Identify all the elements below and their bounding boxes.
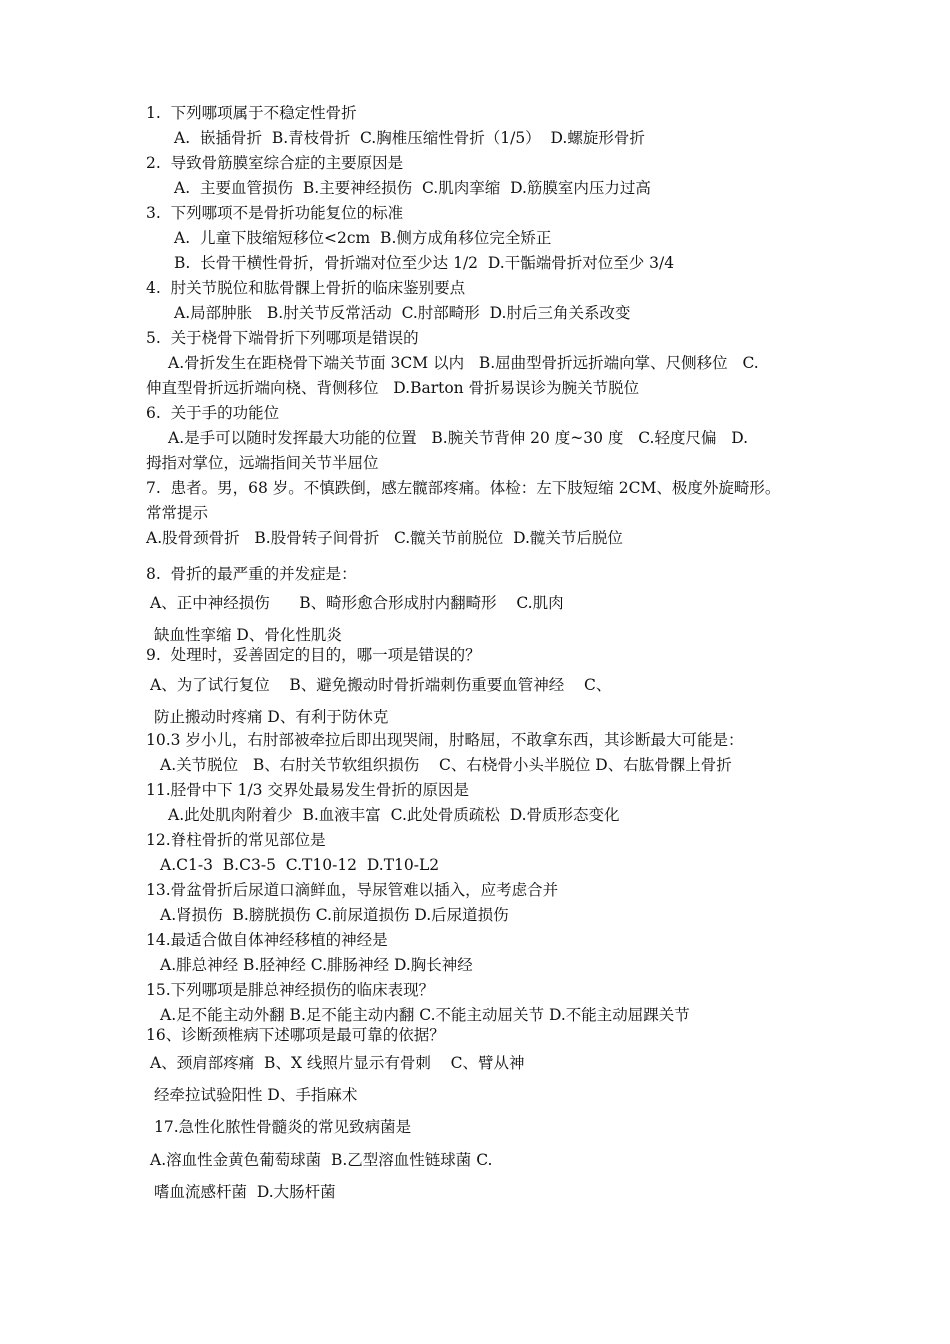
question-4: 4. 肘关节脱位和肱骨髁上骨折的临床鉴别要点 [146, 279, 466, 297]
question-7: 7. 患者。男，68 岁。不慎跌倒，感左髋部疼痛。体检：左下肢短缩 2CM、极度外旋畸形。 [146, 479, 781, 497]
question-16-options-line-2: 经牵拉试验阳性 D、手指麻术 [154, 1086, 358, 1104]
question-15-options: A.足不能主动外翻 B.足不能主动内翻 C.不能主动屈关节 D.不能主动屈踝关节 [160, 1006, 690, 1024]
question-4-options: A.局部肿胀 B.肘关节反常活动 C.肘部畸形 D.肘后三角关系改变 [174, 304, 631, 322]
question-15: 15.下列哪项是腓总神经损伤的临床表现？ [146, 981, 435, 999]
question-1: 1. 下列哪项属于不稳定性骨折 [146, 104, 357, 122]
question-11-options: A.此处肌肉附着少 B.血液丰富 C.此处骨质疏松 D.骨质形态变化 [168, 806, 620, 824]
question-13: 13.骨盆骨折后尿道口滴鲜血，导尿管难以插入，应考虑合并 [146, 881, 559, 899]
question-1-options: A. 嵌插骨折 B.青枝骨折 C.胸椎压缩性骨折（1/5） D.螺旋形骨折 [174, 129, 645, 147]
question-16-options-line-1: A、颈肩部疼痛 B、X 线照片显示有骨刺 C、臂从神 [150, 1054, 525, 1072]
question-7-continued: 常常提示 [146, 504, 209, 522]
question-6-options-line-1: A.是手可以随时发挥最大功能的位置 B.腕关节背伸 20 度~30 度 C.轻度尺偏 D. [168, 429, 749, 447]
question-17-options-line-1: A.溶血性金黄色葡萄球菌 B.乙型溶血性链球菌 C. [150, 1151, 493, 1169]
question-9-options-line-2: 防止搬动时疼痛 D、有利于防休克 [154, 708, 389, 726]
question-8: 8. 骨折的最严重的并发症是： [146, 565, 357, 583]
question-7-options: A.股骨颈骨折 B.股骨转子间骨折 C.髋关节前脱位 D.髋关节后脱位 [146, 529, 623, 547]
question-13-options: A.肾损伤 B.膀胱损伤 C.前尿道损伤 D.后尿道损伤 [160, 906, 509, 924]
question-8-options-line-2: 缺血性挛缩 D、骨化性肌炎 [154, 626, 342, 644]
question-17-options-line-2: 嗜血流感杆菌 D.大肠杆菌 [154, 1183, 336, 1201]
question-14: 14.最适合做自体神经移植的神经是 [146, 931, 388, 949]
question-9-options-line-1: A、为了试行复位 B、避免搬动时骨折端刺伤重要血管神经 C、 [150, 676, 612, 694]
question-11: 11.胫骨中下 1/3 交界处最易发生骨折的原因是 [146, 781, 469, 799]
question-12: 12.脊柱骨折的常见部位是 [146, 831, 326, 849]
question-12-options: A.C1-3 B.C3-5 C.T10-12 D.T10-L2 [160, 856, 440, 874]
question-3: 3. 下列哪项不是骨折功能复位的标准 [146, 204, 404, 222]
question-5: 5. 关于桡骨下端骨折下列哪项是错误的 [146, 329, 419, 347]
question-5-options-line-2: 伸直型骨折远折端向桡、背侧移位 D.Barton 骨折易误诊为腕关节脱位 [146, 379, 640, 397]
question-17: 17.急性化脓性骨髓炎的常见致病菌是 [154, 1118, 412, 1136]
question-5-options-line-1: A.骨折发生在距桡骨下端关节面 3CM 以内 B.屈曲型骨折远折端向掌、尺侧移位 C. [168, 354, 759, 372]
question-16: 16、诊断颈椎病下述哪项是最可靠的依据？ [146, 1026, 445, 1044]
question-3-options-line-2: B. 长骨干横性骨折，骨折端对位至少达 1/2 D.干骺端骨折对位至少 3/4 [174, 254, 675, 272]
question-3-options-line-1: A. 儿童下肢缩短移位<2cm B.侧方成角移位完全矫正 [174, 229, 552, 247]
question-6-options-line-2: 拇指对掌位，远端指间关节半屈位 [146, 454, 379, 472]
question-6: 6. 关于手的功能位 [146, 404, 280, 422]
question-2: 2. 导致骨筋膜室综合症的主要原因是 [146, 154, 404, 172]
question-10-options: A.关节脱位 B、右肘关节软组织损伤 C、右桡骨小头半脱位 D、右肱骨髁上骨折 [160, 756, 732, 774]
question-14-options: A.腓总神经 B.胫神经 C.腓肠神经 D.胸长神经 [160, 956, 473, 974]
question-9: 9. 处理时，妥善固定的目的，哪一项是错误的？ [146, 646, 481, 664]
question-2-options: A. 主要血管损伤 B.主要神经损伤 C.肌肉挛缩 D.筋膜室内压力过高 [174, 179, 651, 197]
question-10: 10.3 岁小儿，右肘部被牵拉后即出现哭闹，肘略屈，不敢拿东西，其诊断最大可能是： [146, 731, 744, 749]
question-8-options-line-1: A、正中神经损伤 B、畸形愈合形成肘内翻畸形 C.肌肉 [150, 594, 564, 612]
